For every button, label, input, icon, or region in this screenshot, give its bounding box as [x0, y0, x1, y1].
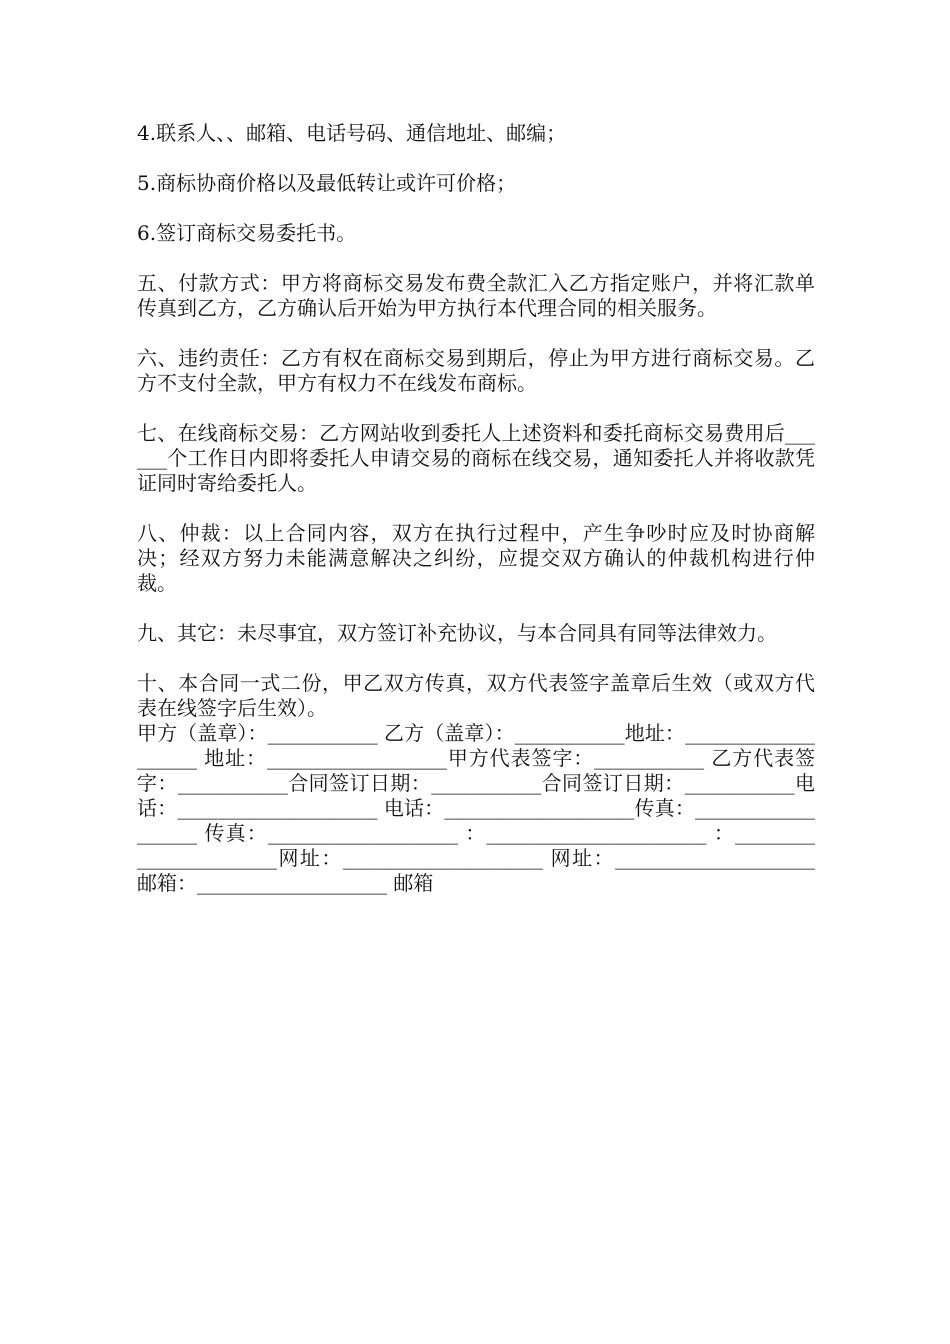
clause-copies: 十、本合同一式二份，甲乙双方传真，双方代表签字盖章后生效（或双方代表在线签字后生效）。 [137, 671, 815, 720]
document-page [137, 121, 815, 896]
clause-payment: 五、付款方式：甲方将商标交易发布费全款汇入乙方指定账户，并将汇款单传真到乙方，乙方确认后开始为甲方执行本代理合同的相关服务。 [137, 271, 815, 320]
clause-other: 九、其它：未尽事宜，双方签订补充协议，与本合同具有同等法律效力。 [137, 621, 777, 645]
clause-arbitration: 八、仲裁：以上合同内容，双方在执行过程中，产生争吵时应及时协商解决；经双方努力未能满意解决之纠纷，应提交双方确认的仲裁机构进行仲裁。 [137, 521, 815, 595]
clause-5-price: 5.商标协商价格以及最低转让或许可价格； [137, 171, 517, 195]
clause-breach: 六、违约责任：乙方有权在商标交易到期后，停止为甲方进行商标交易。乙方不支付全款，甲方有权力不在线发布商标。 [137, 346, 815, 395]
clause-6-entrustment: 6.签订商标交易委托书。 [137, 221, 357, 245]
clause-online-trading: 七、在线商标交易：乙方网站收到委托人上述资料和委托商标交易费用后______个工作日内即将委托人申请交易的商标在线交易，通知委托人并将收款凭证同时寄给委托人。 [137, 421, 815, 495]
clause-4-contact: 4.联系人、、邮箱、电话号码、通信地址、邮编； [137, 121, 567, 145]
signature-block: 甲方（盖章）：___________ 乙方（盖章）：___________地址：___________________ 地址：__________________甲方代表签字：___________ 乙方代表签字：___________合同签订日期：___________合同签订日期：___________电话：____________________ 电话：___________________传真：__________________ 传真：___________________ ：______________________ ：______________________网址：____________________ 网址：____________________邮箱：___________________ 邮箱 [137, 721, 815, 895]
